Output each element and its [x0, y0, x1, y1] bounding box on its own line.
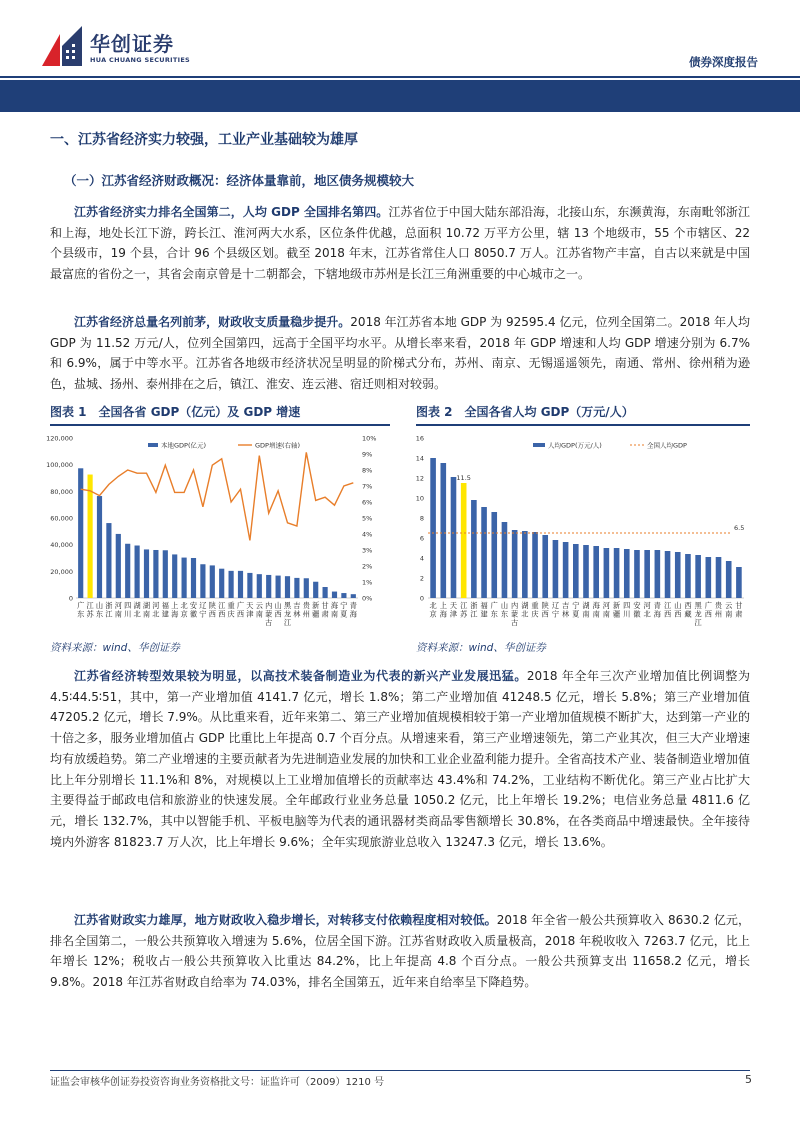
- per-capita-bar-海南: [593, 546, 599, 598]
- per-capita-bar-上海: [440, 463, 446, 598]
- x-tick-label: 辽: [199, 601, 207, 610]
- y-tick-label: 120,000: [46, 434, 73, 443]
- gdp-bar-北京: [182, 558, 187, 598]
- per-capita-bar-甘肃: [736, 567, 742, 598]
- x-tick-label: 藏: [684, 609, 692, 619]
- x-tick-label: 广: [77, 601, 85, 610]
- per-capita-bar-宁夏: [573, 544, 579, 598]
- paragraph-1-body: 江苏省位于中国大陆东部沿海，北接山东，东濒黄海，东南毗邻浙江和上海，地处长江下游，跨长江、淮河两大水系，区位条件优越，总面积 10.72 万平方公里，辖 13 个地级市，55 个市辖区、22 个县级市，19 个县，合计 96 个县级区划。截至 2018 年末，江苏省常住人口 8050.7 万人。江苏省物产丰富，自古以来就是中国最富庶的省份之一，其省会南京曾是十二朝都会，下辖地级市苏州是长江三角洲重要的中心城市之一。: [50, 205, 750, 282]
- x-tick-label: 河: [602, 601, 610, 610]
- x-tick-label: 西: [208, 609, 216, 619]
- x-tick-label: 贵: [302, 601, 310, 610]
- y-tick-label: 16: [415, 434, 424, 443]
- gdp-bar-贵州: [304, 578, 309, 598]
- y-tick-label: 14: [415, 454, 424, 463]
- y2-tick-label: 8%: [362, 466, 373, 475]
- paragraph-3: [50, 666, 750, 852]
- x-tick-label: 宁: [199, 609, 207, 619]
- x-tick-label: 湖: [521, 601, 529, 610]
- x-tick-label: 西: [674, 609, 682, 619]
- subsection-heading: （一）江苏省经济财政概况：经济体量靠前，地区债务规模较大: [64, 173, 415, 188]
- x-tick-label: 内: [511, 601, 519, 610]
- paragraph-4: [50, 910, 750, 993]
- x-tick-label: 蒙: [265, 609, 273, 619]
- x-tick-label: 吉: [562, 601, 570, 610]
- x-tick-label: 庆: [227, 609, 235, 619]
- paragraph-2: [50, 312, 750, 395]
- x-tick-label: 安: [189, 601, 198, 610]
- paragraph-4-lead: 江苏省财政实力雄厚，地方财政收入稳步增长，对转移支付依赖程度相对较低。: [74, 913, 497, 927]
- x-tick-label: 江: [460, 601, 468, 610]
- y2-tick-label: 10%: [362, 434, 377, 443]
- x-tick-label: 东: [490, 609, 498, 619]
- x-tick-label: 南: [114, 609, 122, 619]
- x-tick-label: 北: [180, 601, 188, 610]
- legend-swatch-gdp: [148, 443, 158, 447]
- gdp-bar-内蒙古: [266, 575, 271, 598]
- paragraph-3-lead: 江苏省经济转型效果较为明显，以高技术装备制造业为代表的新兴产业发展迅猛。: [74, 669, 527, 683]
- x-tick-label: 川: [623, 609, 631, 619]
- x-tick-label: 福: [161, 601, 169, 610]
- header-divider: [0, 76, 800, 78]
- x-tick-label: 林: [562, 609, 570, 619]
- paragraph-3-body: 2018 年全年三次产业增加值比例调整为 4.5∶44.5∶51，其中，第一产业增加值 4141.7 亿元，增长 1.8%；第二产业增加值 41248.5 亿元，增长 5.8%；第三产业增加值 47205.2 亿元，增长 7.9%。从比重来看，近年来第二、第三产业增加值规模相较于第一产业增加值规模不断扩大，达到第一产业的十倍之多，服务业增加值占 GDP 比重比上年提高 0.7 个百分点。从增速来看，第三产业增速领先，第二产业其次，但三大产业增速均有放缓趋势。第二产业增速的主要贡献者为先进制造业发展的加快和工业企业盈利能力提升。全省高技术产业、装备制造业增加值比上年分别增长 11.1%和 8%，对规模以上工业增加值增长的贡献率达 43.4%和 74.2%，工业结构不断优化。第三产业占比扩大主要得益于邮政电信和旅游业的快速发展。全年邮政行业业务总量 1050.2 亿元，比上年增长 19.2%；电信业务总量 4811.6 亿元，增长 132.7%，其中以智能手机、平板电脑等为代表的通讯器材类商品零售额增长 30.8%，在各类商品中增速最快。全年接待境内外游客 81823.7 万人次，比上年增长 9.6%；全年实现旅游业总收入 13247.3 亿元，增长 13.6%。: [50, 669, 750, 849]
- x-tick-label: 疆: [612, 609, 621, 619]
- x-tick-label: 河: [152, 601, 160, 610]
- x-tick-label: 西: [684, 601, 692, 610]
- x-tick-label: 浙: [470, 601, 478, 610]
- paragraph-1: [50, 202, 750, 285]
- y-tick-label: 100,000: [46, 461, 73, 470]
- y2-tick-label: 5%: [362, 514, 373, 523]
- x-tick-label: 重: [531, 601, 539, 610]
- x-tick-label: 北: [521, 609, 529, 619]
- x-tick-label: 海: [653, 609, 661, 619]
- x-tick-label: 肃: [735, 609, 743, 619]
- per-capita-bar-内蒙古: [512, 530, 518, 598]
- gdp-bar-江西: [219, 569, 224, 598]
- gdp-bar-甘肃: [323, 587, 328, 598]
- x-tick-label: 南: [725, 609, 733, 619]
- y-tick-label: 60,000: [50, 514, 73, 523]
- x-tick-label: 云: [725, 601, 733, 610]
- x-tick-label: 苏: [86, 609, 94, 619]
- x-tick-label: 宁: [340, 601, 348, 610]
- x-tick-label: 甘: [735, 601, 743, 610]
- y2-tick-label: 9%: [362, 450, 373, 459]
- x-tick-label: 辽: [551, 601, 560, 610]
- x-tick-label: 州: [714, 609, 723, 619]
- legend-label-growth: GDP增速(右轴): [255, 441, 301, 450]
- per-capita-bar-贵州: [716, 557, 722, 598]
- per-capita-bar-陕西: [542, 535, 548, 598]
- x-tick-label: 江: [86, 601, 94, 610]
- x-tick-label: 西: [236, 609, 245, 619]
- per-capita-bar-浙江: [471, 500, 477, 598]
- x-tick-label: 京: [429, 609, 437, 619]
- x-tick-label: 东: [500, 609, 509, 619]
- x-tick-label: 蒙: [511, 609, 519, 619]
- y2-tick-label: 4%: [362, 530, 373, 539]
- y-tick-label: 0: [419, 594, 424, 603]
- y-tick-label: 0: [68, 594, 73, 603]
- gdp-bar-广东: [78, 468, 83, 598]
- x-tick-label: 江: [663, 601, 672, 610]
- per-capita-bar-湖北: [522, 531, 528, 598]
- y2-tick-label: 2%: [362, 562, 373, 571]
- x-tick-label: 北: [133, 609, 141, 619]
- figure-1-title: 图表 1 全国各省 GDP（亿元）及 GDP 增速: [50, 405, 301, 419]
- x-tick-label: 林: [293, 609, 301, 619]
- x-tick-label: 南: [582, 609, 590, 619]
- gdp-bar-浙江: [106, 523, 111, 598]
- gdp-bar-宁夏: [341, 593, 346, 598]
- x-tick-label: 南: [255, 609, 263, 619]
- gdp-bar-吉林: [294, 578, 299, 598]
- gdp-bar-青海: [351, 594, 356, 598]
- per-capita-bar-辽宁: [553, 540, 559, 598]
- y-tick-label: 2: [419, 574, 424, 583]
- x-tick-label: 陕: [541, 601, 549, 610]
- gdp-bar-辽宁: [200, 564, 205, 598]
- logo-text-en: HUA CHUANG SECURITIES: [90, 56, 191, 64]
- x-tick-label: 青: [653, 601, 661, 610]
- x-tick-label: 龙: [694, 609, 702, 619]
- y-tick-label: 20,000: [50, 567, 73, 576]
- x-tick-label: 古: [265, 618, 273, 627]
- x-tick-label: 川: [124, 609, 132, 619]
- x-tick-label: 苏: [460, 609, 468, 619]
- gdp-bar-重庆: [229, 571, 234, 598]
- x-tick-label: 江: [105, 609, 113, 619]
- x-tick-label: 江: [218, 601, 226, 610]
- gdp-bar-山东: [97, 496, 102, 598]
- y2-tick-label: 6%: [362, 498, 373, 507]
- per-capita-bar-青海: [655, 550, 661, 598]
- footer-divider: [50, 1070, 750, 1071]
- x-tick-label: 西: [218, 609, 226, 619]
- x-tick-label: 西: [704, 609, 712, 619]
- legend-swatch-per-capita: [533, 443, 545, 447]
- x-tick-label: 甘: [321, 601, 329, 610]
- legend-label-national: 全国人均GDP: [647, 441, 687, 450]
- x-tick-label: 建: [480, 609, 488, 619]
- x-tick-label: 天: [449, 601, 458, 610]
- x-tick-label: 北: [429, 601, 437, 610]
- x-tick-label: 海: [349, 609, 357, 619]
- x-tick-label: 疆: [312, 609, 320, 619]
- per-capita-bar-云南: [726, 561, 732, 598]
- gdp-bar-四川: [125, 544, 130, 598]
- x-tick-label: 陕: [208, 601, 216, 610]
- gdp-bar-山西: [276, 576, 281, 598]
- x-tick-label: 江: [283, 618, 292, 627]
- x-tick-label: 南: [142, 609, 151, 619]
- x-tick-label: 宁: [551, 609, 560, 619]
- x-tick-label: 南: [602, 609, 610, 619]
- company-logo: [42, 26, 222, 70]
- paragraph-4-body: 2018 年全省一般公共预算收入 8630.2 亿元，排名全国第二，一般公共预算收入增速为 5.6%，位居全国下游。江苏省财政收入质量极高，2018 年税收收入 7263.7 亿元，比上年增长 12%；税收占一般公共预算收入比重达 84.2%，比上年提高 4.8 个百分点。一般公共预算支出 11658.2 亿元，增长 9.8%。2018 年江苏省财政自给率为 74.03%，排名全国第五，近年来自给率呈下降趋势。: [50, 913, 750, 990]
- footer-license: 证监会审核华创证券投资咨询业务资格批文号：证监许可（2009）1210 号: [50, 1077, 385, 1088]
- x-tick-label: 山: [674, 601, 682, 610]
- x-tick-label: 四: [124, 601, 132, 610]
- gdp-bar-黑龙江: [285, 576, 290, 598]
- x-tick-label: 四: [623, 601, 631, 610]
- per-capita-gdp-chart: [410, 428, 750, 636]
- gdp-bar-云南: [257, 574, 262, 598]
- gdp-bar-福建: [163, 550, 168, 598]
- x-tick-label: 云: [255, 601, 263, 610]
- x-tick-label: 新: [612, 601, 621, 610]
- y-tick-label: 8: [419, 514, 424, 523]
- y-tick-label: 12: [415, 474, 424, 483]
- gdp-bar-河南: [116, 534, 121, 598]
- per-capita-bar-山西: [675, 552, 681, 598]
- x-tick-label: 福: [480, 601, 488, 610]
- x-tick-label: 津: [246, 609, 254, 619]
- x-tick-label: 南: [330, 609, 339, 619]
- per-capita-bar-河北: [644, 550, 650, 598]
- x-tick-label: 青: [349, 601, 357, 610]
- x-tick-label: 江: [470, 609, 478, 619]
- x-tick-label: 河: [643, 601, 651, 610]
- figure-2-source: 资料来源：wind、华创证券: [416, 642, 546, 654]
- y2-tick-label: 1%: [362, 578, 373, 587]
- per-capita-bar-北京: [430, 458, 436, 598]
- x-tick-label: 山: [500, 601, 509, 610]
- x-tick-label: 湖: [582, 601, 590, 610]
- gdp-growth-line: [81, 452, 354, 540]
- x-tick-label: 湖: [133, 601, 141, 610]
- per-capita-bar-河南: [604, 548, 610, 598]
- x-tick-label: 新: [312, 601, 320, 610]
- x-tick-label: 重: [227, 601, 235, 610]
- per-capita-bar-黑龙江: [695, 555, 701, 598]
- x-tick-label: 建: [161, 609, 169, 619]
- x-tick-label: 龙: [283, 609, 292, 619]
- y-tick-label: 80,000: [50, 487, 73, 496]
- page-number: 5: [745, 1073, 752, 1086]
- gdp-bar-江苏: [88, 475, 93, 598]
- per-capita-bar-江西: [665, 551, 671, 598]
- x-tick-label: 西: [274, 609, 282, 619]
- x-tick-label: 浙: [105, 601, 113, 610]
- x-tick-label: 吉: [293, 601, 301, 610]
- y2-tick-label: 7%: [362, 482, 373, 491]
- x-tick-label: 宁: [572, 601, 580, 610]
- logo-text-cn: 华创证券: [90, 32, 174, 56]
- x-tick-label: 上: [171, 601, 179, 610]
- x-tick-label: 上: [439, 601, 447, 610]
- x-tick-label: 海: [330, 601, 339, 610]
- gdp-chart: [40, 428, 390, 636]
- x-tick-label: 黑: [283, 601, 292, 610]
- gdp-bar-广西: [238, 571, 243, 598]
- gdp-bar-湖北: [135, 546, 140, 598]
- per-capita-bar-福建: [481, 507, 487, 598]
- x-tick-label: 庆: [531, 609, 539, 619]
- paragraph-2-lead: 江苏省经济总量名列前茅，财政收支质量稳步提升。: [74, 315, 351, 329]
- section-heading: 一、江苏省经济实力较强，工业产业基础较为雄厚: [50, 132, 358, 148]
- x-tick-label: 广: [704, 601, 712, 610]
- x-tick-label: 徽: [633, 609, 641, 619]
- header-bar: [0, 80, 800, 112]
- figure-2-title-rule: [416, 424, 750, 426]
- y2-tick-label: 0%: [362, 594, 373, 603]
- x-tick-label: 京: [180, 609, 188, 619]
- paragraph-2-body: 2018 年江苏省本地 GDP 为 92595.4 亿元，位列全国第二。2018 年人均 GDP 为 11.52 万元/人，位列全国第四，远高于全国平均水平。从增长率来看，2018 年 GDP 增速和人均 GDP 增速分别为 6.7%和 6.9%，属于中等水平。江苏省各地级市经济状况呈明显的阶梯式分布，苏州、南京、无锡遥遥领先，南通、常州、徐州稍为逊色，盐城、扬州、泰州排在之后，镇江、淮安、连云港、宿迁则相对较弱。: [50, 315, 750, 392]
- legend-label-per-capita: 人均GDP(万元/人): [548, 441, 602, 450]
- x-tick-label: 肃: [321, 609, 329, 619]
- x-tick-label: 古: [511, 618, 519, 627]
- x-tick-label: 内: [265, 601, 273, 610]
- x-tick-label: 贵: [714, 601, 723, 610]
- national-average-label: 6.5: [734, 524, 745, 532]
- gdp-bar-上海: [172, 554, 177, 598]
- x-tick-label: 州: [302, 609, 310, 619]
- per-capita-bar-江苏: [461, 483, 467, 598]
- gdp-bar-新疆: [313, 582, 318, 598]
- x-tick-label: 夏: [340, 609, 348, 619]
- figure-1-title-rule: [50, 424, 390, 426]
- per-capita-bar-吉林: [563, 542, 569, 598]
- x-tick-label: 海: [171, 609, 179, 619]
- per-capita-bar-广西: [706, 557, 712, 598]
- paragraph-1-lead: 江苏省经济实力排名全国第二，人均 GDP 全国排名第四。: [74, 205, 389, 219]
- per-capita-bar-天津: [451, 477, 457, 598]
- x-tick-label: 江: [694, 618, 702, 627]
- x-tick-label: 夏: [572, 609, 580, 619]
- per-capita-bar-广东: [491, 512, 497, 598]
- gdp-bar-海南: [332, 592, 337, 598]
- x-tick-label: 广: [236, 601, 245, 610]
- x-tick-label: 海: [439, 609, 447, 619]
- x-tick-label: 北: [152, 609, 160, 619]
- figure-1-source: 资料来源：wind、华创证券: [50, 642, 180, 654]
- x-tick-label: 天: [246, 601, 254, 610]
- x-tick-label: 黑: [694, 601, 702, 610]
- per-capita-bar-重庆: [532, 532, 538, 598]
- x-tick-label: 山: [95, 601, 104, 610]
- gdp-bar-湖南: [144, 549, 149, 598]
- x-tick-label: 徽: [189, 609, 198, 619]
- gdp-bar-陕西: [210, 565, 215, 598]
- x-tick-label: 津: [449, 609, 458, 619]
- x-tick-label: 西: [541, 609, 549, 619]
- highlight-value-label: 11.5: [456, 474, 471, 482]
- legend-label-gdp: 本地GDP(亿元): [161, 441, 207, 450]
- gdp-bar-安徽: [191, 558, 196, 598]
- x-tick-label: 河: [114, 601, 122, 610]
- report-type: 债券深度报告: [689, 55, 758, 69]
- y-tick-label: 40,000: [50, 541, 73, 550]
- y-tick-label: 10: [415, 494, 424, 503]
- per-capita-bar-西藏: [685, 554, 691, 598]
- x-tick-label: 东: [95, 609, 104, 619]
- gdp-bar-河北: [153, 550, 158, 598]
- y2-tick-label: 3%: [362, 546, 373, 555]
- x-tick-label: 湖: [142, 601, 151, 610]
- x-tick-label: 西: [663, 609, 672, 619]
- x-tick-label: 北: [643, 609, 651, 619]
- x-tick-label: 山: [274, 601, 282, 610]
- y-tick-label: 4: [419, 554, 424, 563]
- logo-mark-icon: [42, 26, 82, 66]
- per-capita-bar-四川: [624, 549, 630, 598]
- per-capita-bar-新疆: [614, 548, 620, 598]
- per-capita-bar-湖南: [583, 545, 589, 598]
- x-tick-label: 广: [490, 601, 498, 610]
- figure-2-title: 图表 2 全国各省人均 GDP（万元/人）: [416, 405, 634, 419]
- x-tick-label: 海: [592, 601, 600, 610]
- gdp-bar-天津: [247, 573, 252, 598]
- x-tick-label: 东: [77, 609, 85, 619]
- x-tick-label: 安: [633, 601, 641, 610]
- per-capita-bar-安徽: [634, 550, 640, 598]
- x-tick-label: 南: [592, 609, 600, 619]
- y-tick-label: 6: [419, 534, 424, 543]
